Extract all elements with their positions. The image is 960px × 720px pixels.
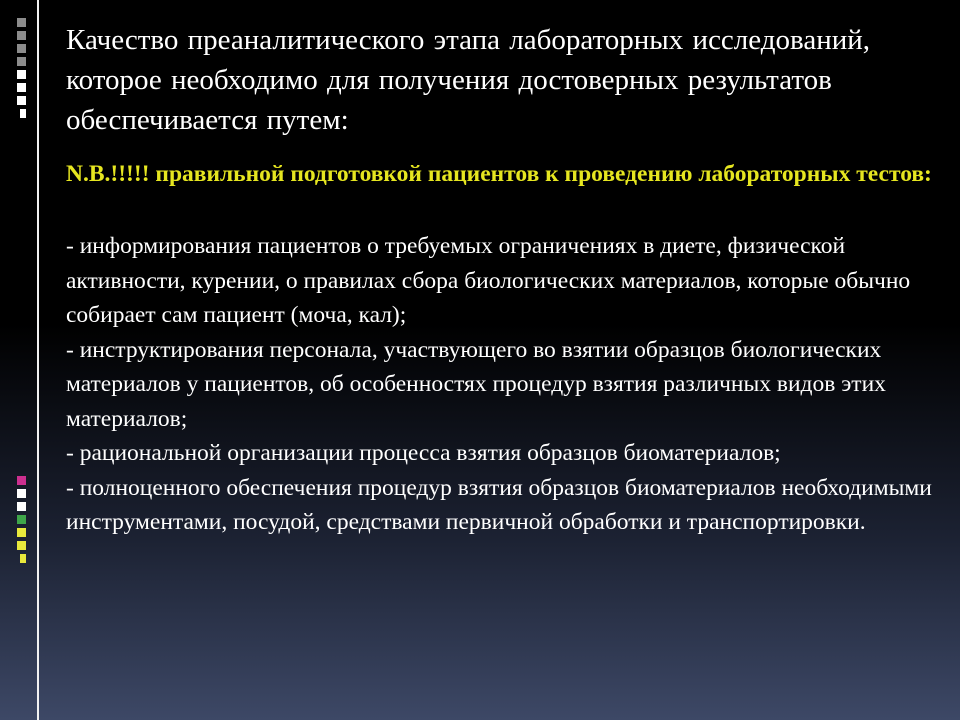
list-item: - инструктирования персонала, участвующего во взятии образцов биологических материалов у пациентов, об особенностях процедур взятия различных видов этих материалов; [66, 336, 886, 432]
deco-bar [17, 18, 26, 27]
deco-bar [17, 96, 26, 105]
slide-content [66, 20, 946, 540]
deco-bar [17, 83, 26, 92]
nb-prefix: N.B.!!!!! [66, 161, 156, 187]
deco-bar [17, 541, 26, 550]
nb-text: правильной подготовкой пациентов к проведению лабораторных тестов: [155, 161, 932, 187]
deco-bar [17, 476, 26, 485]
deco-bar [17, 502, 26, 511]
decorative-bars-top [17, 18, 26, 122]
deco-bar [20, 554, 26, 563]
measures-list [66, 229, 946, 540]
slide-heading: Качество преаналитического этапа лабораторных исследований, которое необходимо для получения достоверных результатов обеспечивается путем: [66, 24, 871, 136]
list-item: - информирования пациентов о требуемых ограничениях в диете, физической активности, курении, о правилах сбора биологических материалов, которые обычно собирает сам пациент (моча, кал); [66, 233, 911, 328]
deco-bar [17, 515, 26, 524]
nb-highlight [66, 156, 946, 193]
deco-bar [17, 70, 26, 79]
deco-bar [17, 44, 26, 53]
list-item: - полноценного обеспечения процедур взятия образцов биоматериалов необходимыми инструментами, посудой, средствами первичной обработки и транспортировки. [66, 474, 932, 535]
deco-bar [17, 489, 26, 498]
decorative-bars-bottom [17, 476, 26, 567]
deco-bar [17, 31, 26, 40]
deco-bar [20, 109, 26, 118]
deco-bar [17, 57, 26, 66]
slide-left-rule [37, 0, 39, 720]
list-item: - рациональной организации процесса взятия образцов биоматериалов; [66, 440, 781, 466]
deco-bar [17, 528, 26, 537]
